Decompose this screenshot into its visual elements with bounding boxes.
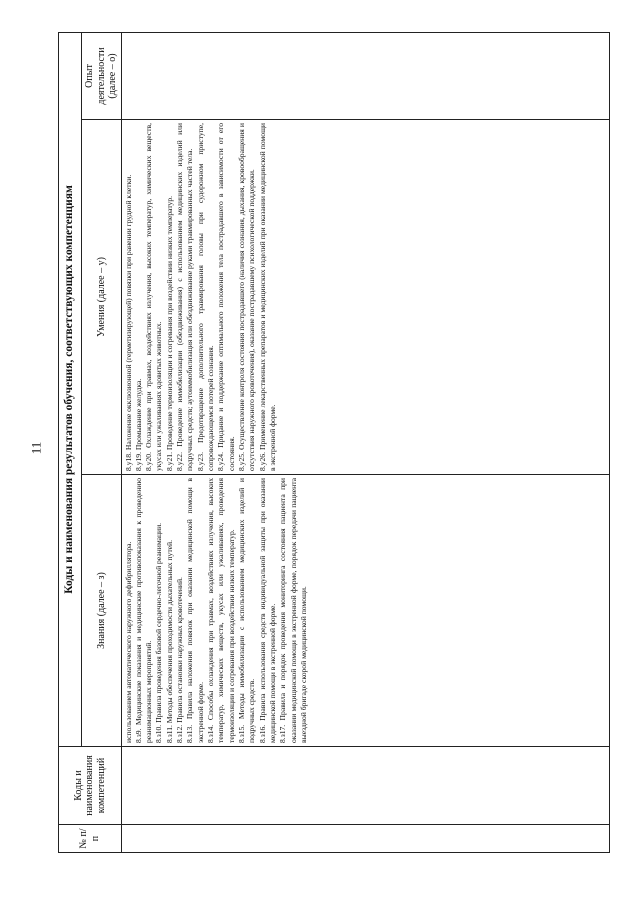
knowledge-item: 8.з11. Методы обеспечения проходимости дыхательных путей. bbox=[164, 539, 174, 743]
cell-experience bbox=[121, 32, 610, 119]
page-number: 11 bbox=[28, 441, 44, 455]
cell-num bbox=[121, 825, 610, 853]
cell-skills bbox=[121, 120, 610, 475]
knowledge-item: 8.з15. Методы иммобилизации с использованием медицинских изделий и подручных средств. bbox=[236, 478, 257, 743]
cell-codes bbox=[121, 747, 610, 825]
skill-item: 8.у19. Промывание желудка. bbox=[133, 378, 143, 471]
knowledge-item: 8.з9. Медицинские показания и медицинские противопоказания к проведению реанимационных мероприятий. bbox=[133, 478, 154, 743]
knowledge-item: использованием автоматического наружного дефибриллятора. bbox=[123, 541, 133, 743]
cell-knowledge bbox=[121, 475, 610, 747]
header-num: № п/п bbox=[59, 825, 122, 853]
knowledge-item: 8.з16. Правила использования средств индивидуальной защиты при оказании медицинской помощи в экстренной форме. bbox=[257, 478, 277, 743]
header-codes: Коды и наименования компетенций bbox=[59, 747, 122, 825]
skill-item: 8.у21. Проведение термоизоляции и согревания при воздействии низких температур. bbox=[164, 195, 174, 471]
skill-item: 8.у24. Придание и поддержание оптимального положения тела пострадавшего в зависимости от его состояния. bbox=[216, 123, 236, 471]
skill-item: 8.у25. Осуществление контроля состояния пострадавшего (наличия сознания, дыхания, кровообращения и отсутствия наружного кровотечения), оказание пострадавшему психологической поддержки. bbox=[236, 123, 257, 471]
skill-item: 8.у26. Применение лекарственных препаратов и медицинских изделий при оказании медицинской помощи в экстренной форме. bbox=[257, 123, 277, 471]
skill-item: 8.у22. Проведение иммобилизации (обездвиживания) с использованием медицинских изделий или подручных средств; аутоиммобилизация или обездвиживание руками травмированных частей тела. bbox=[175, 123, 195, 471]
header-experience: Опыт деятельности (далее – о) bbox=[82, 32, 122, 119]
knowledge-item: 8.з13. Правила наложения повязок при оказании медицинской помощи в экстренной форме. bbox=[185, 478, 205, 743]
rotated-page bbox=[58, 33, 610, 853]
competency-table bbox=[58, 32, 610, 853]
skill-item: 8.у18. Наложение окклюзионной (герметизирующей) повязки при ранении грудной клетки. bbox=[123, 174, 133, 471]
header-knowledge: Знания (далее – з) bbox=[82, 475, 122, 747]
skill-item: 8.у20. Охлаждение при травмах, воздействиях излучения, высоких температур, химических веществ, укусах или ужаливаниях ядовитых животных. bbox=[144, 123, 164, 471]
header-results-group: Коды и наименования результатов обучения, соответствующих компетенциям bbox=[59, 32, 82, 746]
knowledge-item: 8.з10. Правила проведения базовой сердечно-легочной реанимации. bbox=[154, 522, 164, 743]
knowledge-item: 8.з12. Правила остановки наружных кровотечений. bbox=[175, 577, 185, 743]
header-skills: Умения (далее – у) bbox=[82, 120, 122, 475]
skill-item: 8.у23. Предотвращение дополнительного травмирования головы при судорожном приступе, сопровождающемся потерей сознания. bbox=[195, 123, 215, 471]
knowledge-item: 8.з14. Способы охлаждения при травмах, воздействиях излучения, высоких температур, химических веществ, укусах или ужаливаниях, проведения термоизоляции и согревания при воздействии низких температур. bbox=[206, 478, 236, 743]
knowledge-item: 8.з17. Правила и порядок проведения мониторинга состояния пациента при оказании медицинской помощи в экстренной форме, порядок передачи пациента выездной бригаде скорой медицинской помощи. bbox=[278, 478, 308, 743]
